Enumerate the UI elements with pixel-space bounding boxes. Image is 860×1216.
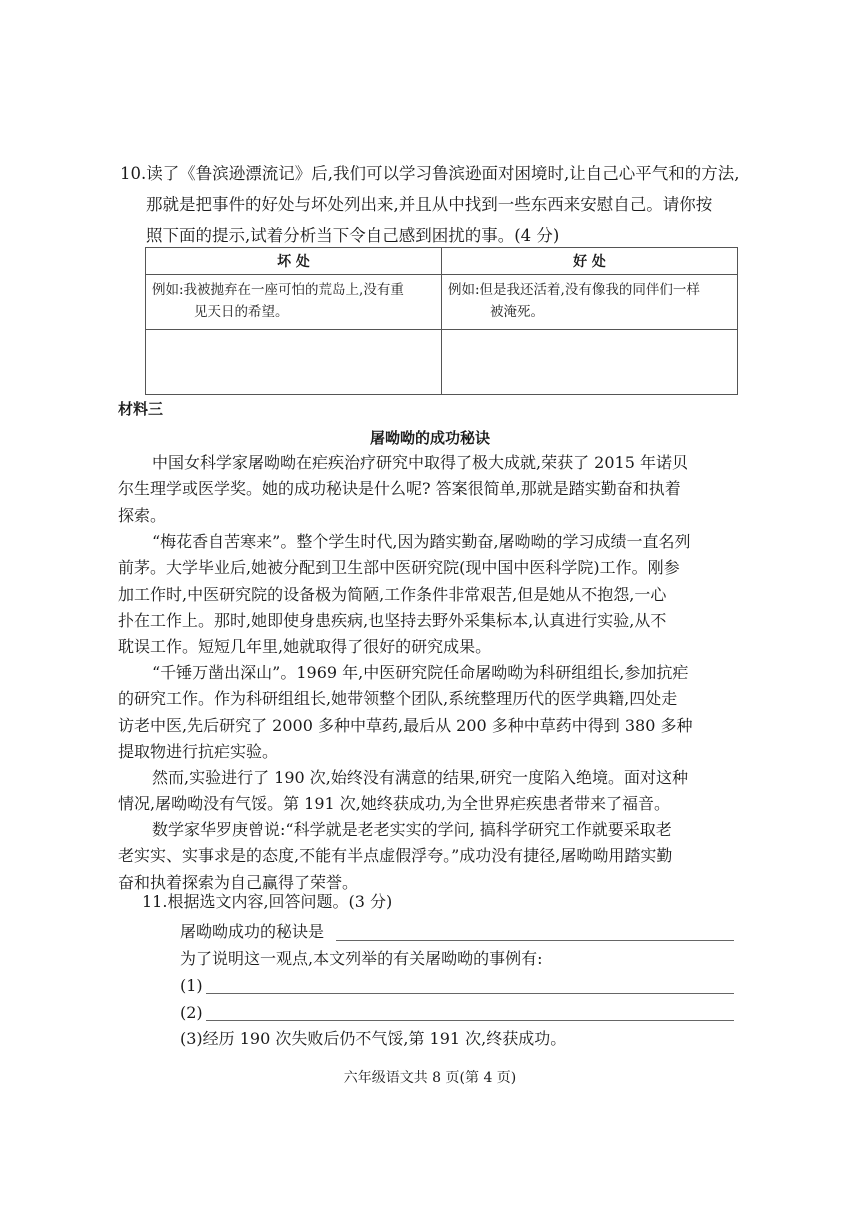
answer-good-cell[interactable] [442,330,738,395]
examples-intro: 为了说明这一观点,本文列举的有关屠呦呦的事例有: [180,949,543,968]
example-bad-line-2: 见天日的希望。 [194,304,289,320]
header-good: 好 处 [442,248,738,275]
paragraph-line: 耽误工作。短短几年里,她就取得了很好的研究成果。 [118,637,492,657]
q10-line-1: 10.读了《鲁滨逊漂流记》后,我们可以学习鲁滨逊面对困境时,让自己心平气和的方法, [120,164,740,183]
paragraph-line: 扑在工作上。那时,她即使身患疾病,也坚持去野外采集标本,认真进行实验,从不 [118,610,667,630]
paragraph-1 [118,450,744,529]
example-good-line-2: 被淹死。 [490,304,544,320]
header-bad: 坏 处 [146,248,442,275]
item-3-text: (3)经历 190 次失败后仍不气馁,第 191 次,终获成功。 [180,1029,567,1048]
paragraph-line: 然而,实验进行了 190 次,始终没有满意的结果,研究一度陷入绝境。面对这种 [152,768,688,787]
article-title: 屠呦呦的成功秘诀 [369,429,490,447]
secret-answer-line[interactable] [336,940,734,941]
item-2-label: (2) [180,1003,203,1022]
paragraph-line: 尔生理学或医学奖。她的成功秘诀是什么呢? 答案很简单,那就是踏实勤奋和执着 [118,479,681,499]
item-2-answer-line[interactable] [206,1020,734,1021]
secret-label: 屠呦呦成功的秘诀是 [180,922,325,941]
paragraph-4 [118,765,744,818]
pros-cons-table [145,247,738,395]
item-1-answer-line[interactable] [206,993,734,994]
answer-bad-cell[interactable] [146,330,442,395]
question-10 [120,158,750,251]
paragraph-line: “梅花香自苦寒来”。整个学生时代,因为踏实勤奋,屠呦呦的学习成绩一直名列 [152,532,691,551]
paragraph-line: 数学家华罗庚曾说:“科学就是老老实实的学问, 搞科学研究工作就要采取老 [152,820,672,839]
example-good-line-1: 例如:但是我还活着,没有像我的同伴们一样 [448,282,700,298]
paragraph-line: 访老中医,先后研究了 2000 多种中草药,最后从 200 多种中草药中得到 380 多种 [118,715,693,735]
paragraph-2 [118,529,744,660]
paragraph-3 [118,660,744,765]
paragraph-5 [118,817,744,896]
paragraph-line: 情况,屠呦呦没有气馁。第 191 次,她终获成功,为全世界疟疾患者带来了福音。 [118,794,670,814]
example-good-cell [442,275,738,330]
paragraph-line: 老实实、实事求是的态度,不能有半点虚假浮夸。”成功没有捷径,屠呦呦用踏实勤 [118,846,673,866]
paragraph-line: 探索。 [118,505,167,525]
paragraph-line: 中国女科学家屠呦呦在疟疾治疗研究中取得了极大成就,荣获了 2015 年诺贝 [152,453,688,472]
paragraph-line: 加工作时,中医研究院的设备极为简陋,工作条件非常艰苦,但是她从不抱怨,一心 [118,584,667,604]
page-footer: 六年级语文共 8 页(第 4 页) [343,1070,517,1086]
paragraph-line: 奋和执着探索为自己赢得了荣誉。 [118,872,359,892]
item-1-label: (1) [180,976,203,995]
paragraph-line: 前茅。大学毕业后,她被分配到卫生部中医研究院(现中国中医科学院)工作。刚参 [118,558,680,578]
material-label: 材料三 [118,400,164,418]
q10-line-2: 那就是把事件的好处与坏处列出来,并且从中找到一些东西来安慰自己。请你按 [146,195,713,214]
paragraph-line: 提取物进行抗疟实验。 [118,741,279,761]
paragraph-line: 的研究工作。作为科研组组长,她带领整个团队,系统整理历代的医学典籍,四处走 [118,689,678,709]
example-bad-line-1: 例如:我被抛弃在一座可怕的荒岛上,没有重 [152,282,404,298]
question-11: 11.根据选文内容,回答问题。(3 分) [142,892,393,911]
paragraph-line: “千锤万凿出深山”。1969 年,中医研究院任命屠呦呦为科研组组长,参加抗疟 [152,663,689,682]
example-bad-cell [146,275,442,330]
q10-line-3: 照下面的提示,试着分析当下令自己感到困扰的事。(4 分) [146,226,560,245]
